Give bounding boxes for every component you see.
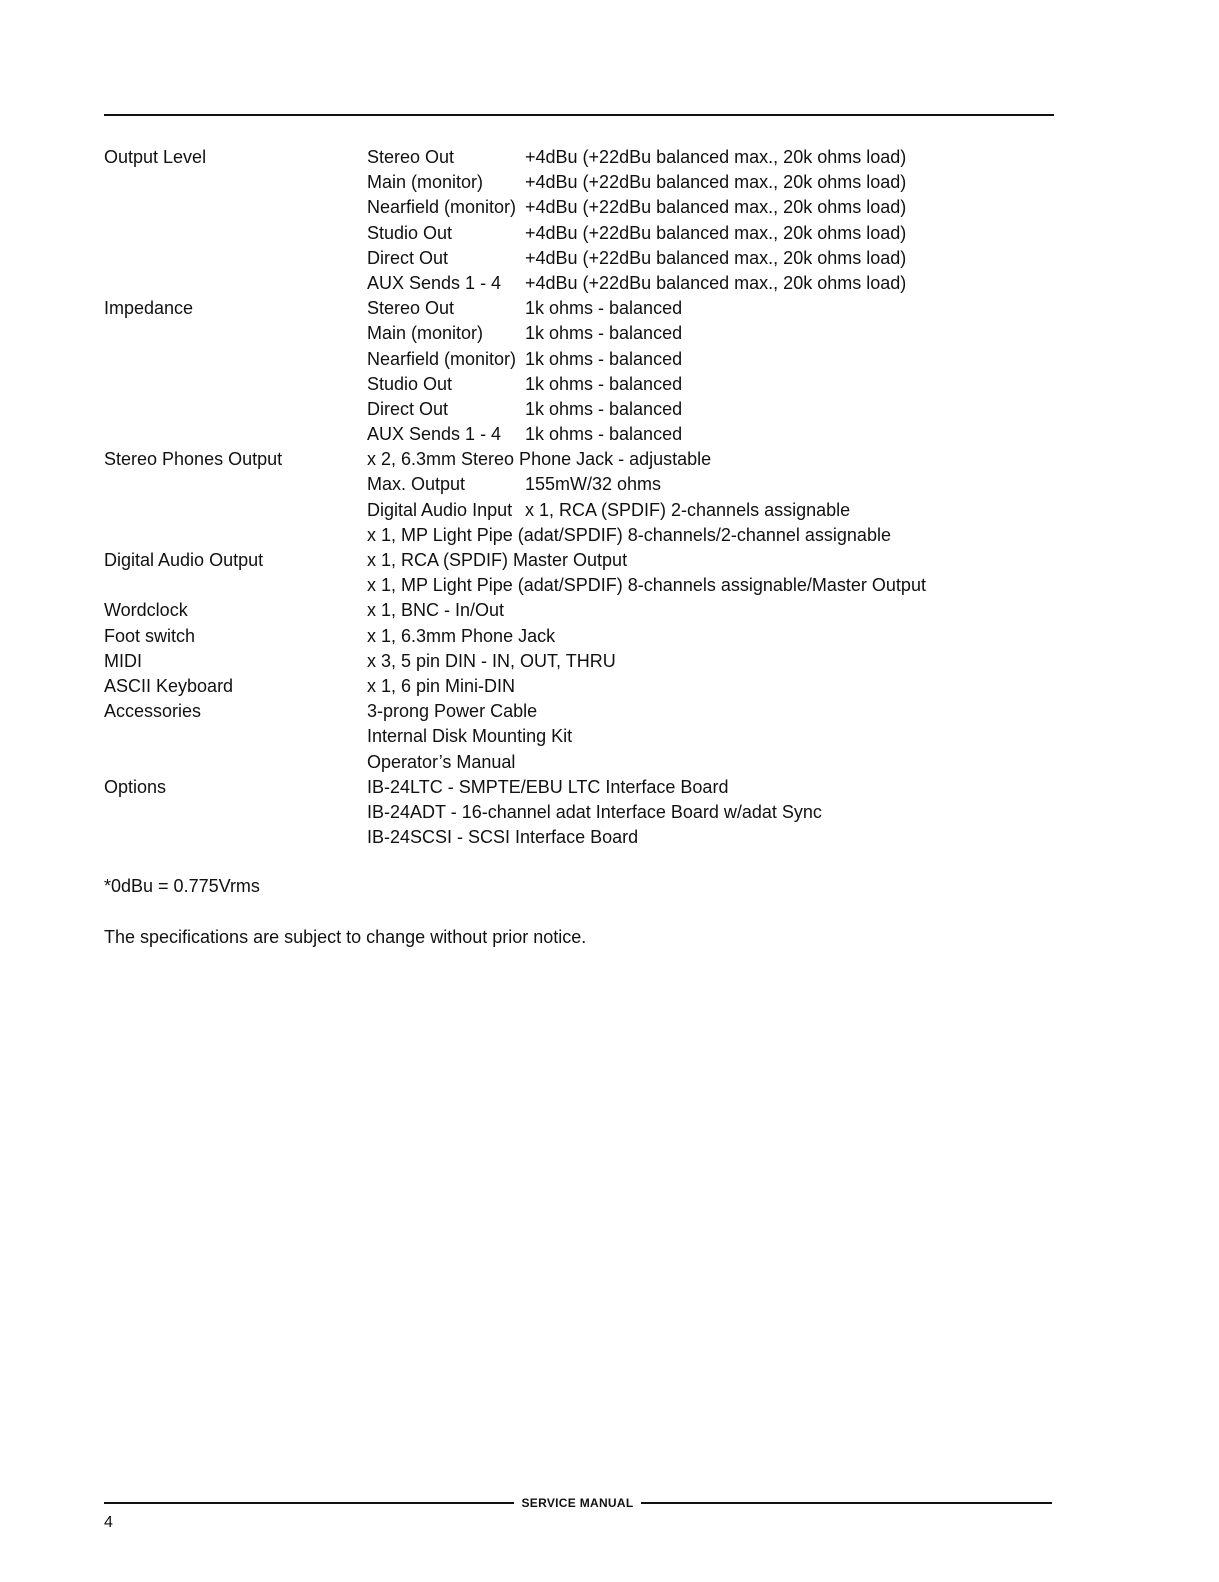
spec-subitem: Max. Output <box>367 474 466 495</box>
spec-row <box>104 246 1064 271</box>
spec-value: +4dBu (+22dBu balanced max., 20k ohms load) <box>525 247 907 268</box>
spec-row <box>104 221 1064 246</box>
spec-row <box>104 472 1064 497</box>
spec-row <box>104 825 1064 850</box>
spec-value: IB-24SCSI - SCSI Interface Board <box>367 827 639 848</box>
spec-value: x 1, RCA (SPDIF) 2-channels assignable <box>525 499 851 520</box>
spec-subitem: Digital Audio Input <box>367 499 513 520</box>
spec-label-phones: Stereo Phones Output <box>104 449 283 470</box>
spec-subitem: Main (monitor) <box>367 172 484 193</box>
footer-rule-right <box>641 1502 1052 1504</box>
spec-row <box>104 624 1064 649</box>
spec-subitem: Studio Out <box>367 373 453 394</box>
spec-value: x 1, 6 pin Mini-DIN <box>367 675 516 696</box>
spec-subitem: Stereo Out <box>367 298 455 319</box>
spec-value: 1k ohms - balanced <box>525 298 683 319</box>
spec-subitem: Nearfield (monitor) <box>367 348 517 369</box>
spec-value: +4dBu (+22dBu balanced max., 20k ohms load) <box>525 272 907 293</box>
spec-row <box>104 699 1064 724</box>
spec-value: 1k ohms - balanced <box>525 398 683 419</box>
spec-value: x 1, 6.3mm Phone Jack <box>367 625 556 646</box>
spec-subitem: AUX Sends 1 - 4 <box>367 424 502 445</box>
spec-subitem: Direct Out <box>367 398 449 419</box>
spec-value: +4dBu (+22dBu balanced max., 20k ohms load) <box>525 172 907 193</box>
spec-row <box>104 598 1064 623</box>
spec-row <box>104 674 1064 699</box>
spec-row <box>104 724 1064 749</box>
spec-value: x 1, MP Light Pipe (adat/SPDIF) 8-channels assignable/Master Output <box>367 575 926 596</box>
spec-value: 1k ohms - balanced <box>525 323 683 344</box>
spec-subitem: Stereo Out <box>367 147 455 167</box>
spec-row <box>104 321 1064 346</box>
spec-value: 3-prong Power Cable <box>367 701 538 722</box>
spec-table <box>104 145 1064 850</box>
page-number: 4 <box>104 1514 113 1531</box>
spec-row <box>104 750 1064 775</box>
spec-value: 1k ohms - balanced <box>525 373 683 394</box>
spec-value: Operator’s Manual <box>367 751 516 772</box>
spec-label-impedance: Impedance <box>104 298 194 319</box>
spec-value: +4dBu (+22dBu balanced max., 20k ohms load) <box>525 197 907 218</box>
spec-label-ascii: ASCII Keyboard <box>104 675 234 696</box>
spec-label-accessories: Accessories <box>104 701 202 722</box>
spec-row <box>104 170 1064 195</box>
header-rule <box>104 114 1054 116</box>
spec-row <box>104 775 1064 800</box>
spec-subitem: Direct Out <box>367 247 449 268</box>
spec-subitem: Studio Out <box>367 222 453 243</box>
spec-subitem: Main (monitor) <box>367 323 484 344</box>
spec-value: 155mW/32 ohms <box>525 474 662 495</box>
spec-value: x 1, RCA (SPDIF) Master Output <box>367 550 628 570</box>
spec-value: 1k ohms - balanced <box>525 348 683 369</box>
spec-row <box>104 523 1064 548</box>
spec-row <box>104 347 1064 372</box>
footnote: *0dBu = 0.775Vrms <box>104 876 260 896</box>
spec-row <box>104 296 1064 321</box>
spec-row <box>104 800 1064 825</box>
spec-label-output-level: Output Level <box>104 147 207 167</box>
spec-value: IB-24ADT - 16-channel adat Interface Board w/adat Sync <box>367 801 822 822</box>
spec-row <box>104 422 1064 447</box>
spec-row <box>104 195 1064 220</box>
spec-label-digital-output: Digital Audio Output <box>104 550 264 570</box>
spec-row <box>104 498 1064 523</box>
spec-label-options: Options <box>104 776 167 797</box>
spec-subitem: Nearfield (monitor) <box>367 197 517 218</box>
spec-row <box>104 145 1064 170</box>
change-notice: The specifications are subject to change without prior notice. <box>104 927 587 947</box>
spec-value: x 1, MP Light Pipe (adat/SPDIF) 8-channels/2-channel assignable <box>367 524 891 545</box>
spec-row <box>104 573 1064 598</box>
spec-value: Internal Disk Mounting Kit <box>367 726 573 747</box>
spec-row <box>104 397 1064 422</box>
spec-row <box>104 271 1064 296</box>
spec-label-midi: MIDI <box>104 650 142 671</box>
spec-row <box>104 548 1064 573</box>
spec-label-footswitch: Foot switch <box>104 625 196 646</box>
spec-value: IB-24LTC - SMPTE/EBU LTC Interface Board <box>367 776 729 797</box>
spec-value: +4dBu (+22dBu balanced max., 20k ohms load) <box>525 147 907 167</box>
spec-row <box>104 649 1064 674</box>
footer-label: SERVICE MANUAL <box>521 1496 634 1510</box>
spec-value: x 2, 6.3mm Stereo Phone Jack - adjustable <box>367 449 712 470</box>
spec-row <box>104 447 1064 472</box>
spec-value: x 1, BNC - In/Out <box>367 600 505 621</box>
footer-rule-left <box>104 1502 514 1504</box>
spec-value: x 3, 5 pin DIN - IN, OUT, THRU <box>367 650 616 671</box>
spec-row <box>104 372 1064 397</box>
spec-value: +4dBu (+22dBu balanced max., 20k ohms load) <box>525 222 907 243</box>
spec-subitem: AUX Sends 1 - 4 <box>367 272 502 293</box>
spec-value: 1k ohms - balanced <box>525 424 683 445</box>
spec-label-wordclock: Wordclock <box>104 600 188 621</box>
